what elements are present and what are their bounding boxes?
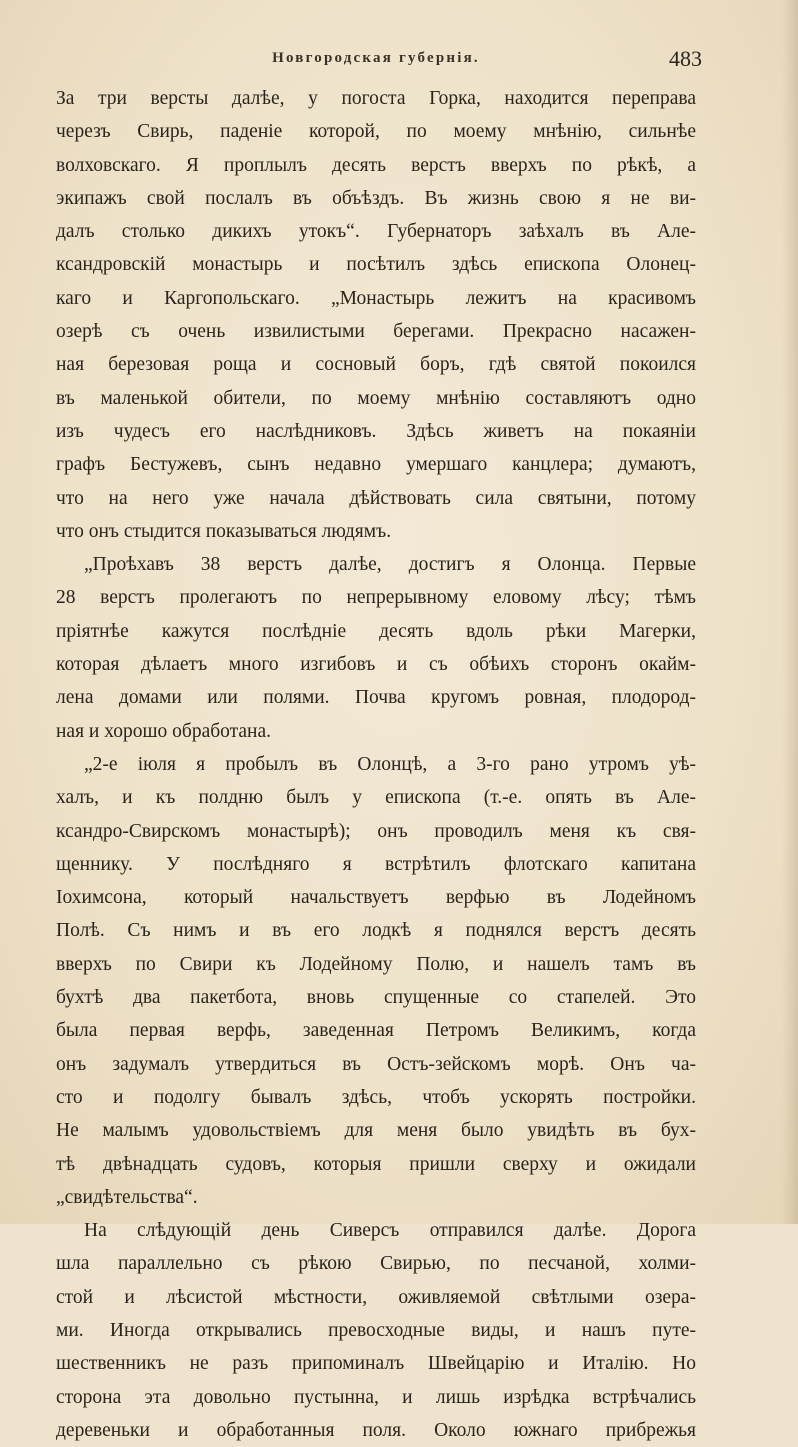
text-line: ксандро-Свирскомъ монастырѣ); онъ проводилъ меня къ свя- xyxy=(56,820,696,842)
text-line: въ маленькой обители, по моему мнѣнію составляютъ одно xyxy=(56,387,696,409)
text-line: тѣ двѣнадцать судовъ, которыя пришли сверху и ожидали xyxy=(56,1153,696,1175)
running-title: Новгородская губернія. xyxy=(272,50,480,66)
text-line: ная березовая роща и сосновый боръ, гдѣ святой покоился xyxy=(56,354,696,376)
text-line: ная и хорошо обработана. xyxy=(56,720,272,742)
text-line: черезъ Свирь, паденіе которой, по моему мнѣнію, сильнѣе xyxy=(56,121,696,143)
text-line: халъ, и къ полдню былъ у епископа (т.-е. опять въ Але- xyxy=(56,787,696,809)
text-line: экипажъ свой послалъ въ объѣздъ. Въ жизнь свою я не ви- xyxy=(56,187,696,209)
text-line: волховскаго. Я проплылъ десять верстъ вверхъ по рѣкѣ, а xyxy=(56,154,696,176)
text-line: шественникъ не разъ припоминалъ Швейцарію и Италію. Но xyxy=(56,1353,696,1375)
text-line: была первая верфь, заведенная Петромъ Великимъ, когда xyxy=(56,1020,696,1042)
text-line: что на него уже начала дѣйствовать сила святыни, потому xyxy=(56,487,696,509)
text-line: стой и лѣсистой мѣстности, оживляемой свѣтлыми озера- xyxy=(56,1286,696,1308)
text-line: пріятнѣе кажутся послѣдніе десять вдоль рѣки Магерки, xyxy=(56,620,696,642)
text-line: деревеньки и обработанныя поля. Около южнаго прибрежья xyxy=(56,1419,696,1441)
text-line: онъ задумалъ утвердиться въ Остъ-зейскомъ морѣ. Онъ ча- xyxy=(56,1053,696,1075)
text-line: сто и подолгу бывалъ здѣсь, чтобъ ускорять постройки. xyxy=(56,1086,696,1108)
text-line: Не малымъ удовольствіемъ для меня было увидѣть въ бух- xyxy=(56,1120,696,1142)
text-line: изъ чудесъ его наслѣдниковъ. Здѣсь живетъ на покаяніи xyxy=(56,420,696,442)
text-line: каго и Каргопольскаго. „Монастырь лежитъ на красивомъ xyxy=(56,287,696,309)
text-line: 28 верстъ пролегаютъ по непрерывному еловому лѣсу; тѣмъ xyxy=(56,587,696,609)
text-line: ксандровскій монастырь и посѣтилъ здѣсь епископа Олонец- xyxy=(56,254,696,276)
text-line: графъ Бестужевъ, сынъ недавно умершаго канцлера; думаютъ, xyxy=(56,454,696,476)
page-number: 483 xyxy=(669,46,702,71)
page-edge-shadow xyxy=(782,0,798,1224)
text-line: „2-е іюля я пробылъ въ Олонцѣ, а 3-го рано утромъ уѣ- xyxy=(84,753,696,775)
text-line: ми. Иногда открывались превосходные виды, и нашъ путе- xyxy=(56,1319,696,1341)
text-line: „свидѣтельства“. xyxy=(56,1186,198,1208)
body-text xyxy=(56,82,696,1447)
text-line: Полѣ. Съ нимъ и въ его лодкѣ я поднялся верстъ десять xyxy=(56,920,696,942)
text-line: бухтѣ два пакетбота, вновь спущенные со стапелей. Это xyxy=(56,987,696,1009)
text-line: что онъ стыдится показываться людямъ. xyxy=(56,520,392,542)
text-line: шла параллельно съ рѣкою Свирью, по песчаной, холми- xyxy=(56,1253,696,1275)
text-line: На слѣдующій день Сиверсъ отправился далѣе. Дорога xyxy=(84,1220,696,1242)
text-line: далъ столько дикихъ утокъ“. Губернаторъ заѣхалъ въ Але- xyxy=(56,221,696,243)
text-line: вверхъ по Свири къ Лодейному Полю, и нашелъ тамъ въ xyxy=(56,953,696,975)
text-line: щеннику. У послѣдняго я встрѣтилъ флотскаго капитана xyxy=(56,853,696,875)
text-line: лена домами или полями. Почва кругомъ ровная, плодород- xyxy=(56,687,696,709)
text-line: озерѣ съ очень извилистыми берегами. Прекрасно насажен- xyxy=(56,321,696,343)
text-line: „Проѣхавъ 38 верстъ далѣе, достигъ я Олонца. Первые xyxy=(84,554,696,576)
running-head xyxy=(56,46,702,76)
text-line: За три версты далѣе, у погоста Горка, находится переправа xyxy=(56,88,696,109)
text-line: которая дѣлаетъ много изгибовъ и съ обѣихъ сторонъ окайм- xyxy=(56,654,696,676)
text-line: сторона эта довольно пустынна, и лишь изрѣдка встрѣчались xyxy=(56,1386,696,1408)
text-line: Іохимсона, который начальствуетъ верфью въ Лодейномъ xyxy=(56,887,696,909)
